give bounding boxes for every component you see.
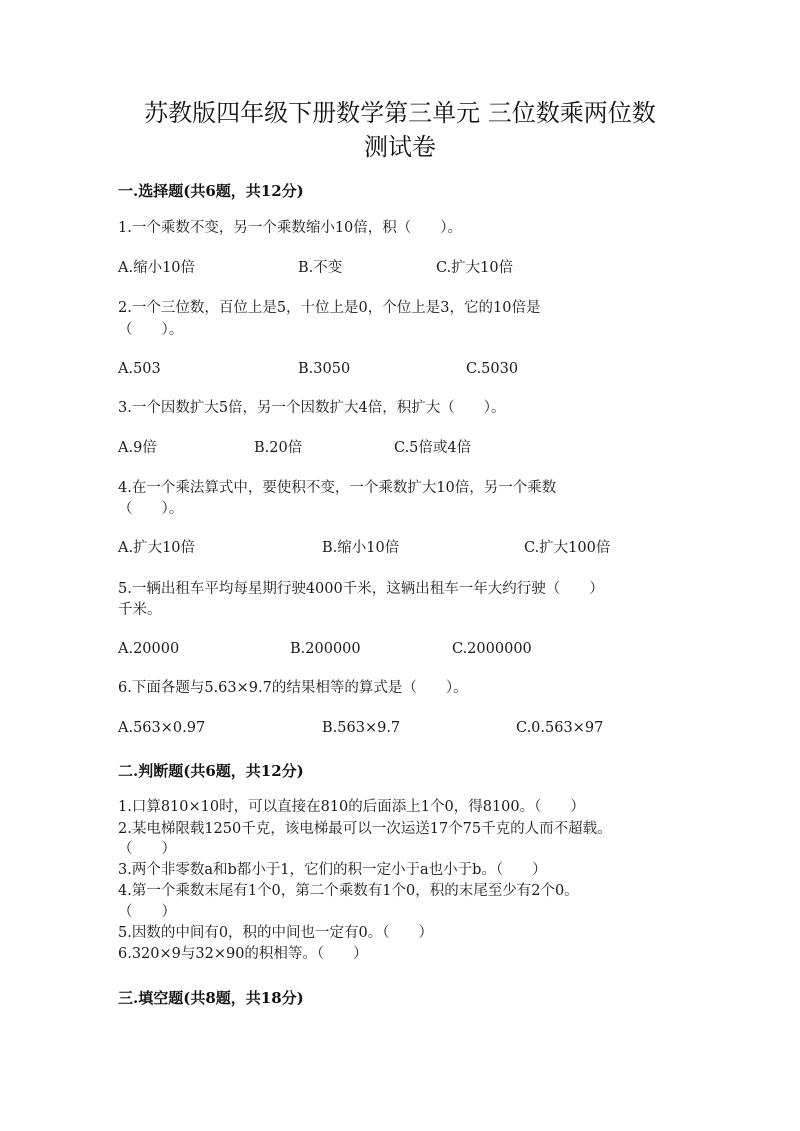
option-c: C.扩大10倍 bbox=[436, 260, 514, 276]
option-b: B.563×9.7 bbox=[322, 720, 401, 736]
judge-item-continued: （ ） bbox=[118, 904, 176, 920]
option-b: B.不变 bbox=[298, 260, 343, 276]
option-b: B.20倍 bbox=[254, 440, 303, 456]
question-stem: 3.一个因数扩大5倍，另一个因数扩大4倍，积扩大（ ）。 bbox=[118, 400, 506, 416]
exam-title-continued: 测试卷 bbox=[364, 133, 436, 161]
judge-item-continued: （ ） bbox=[118, 841, 176, 857]
judge-item: 4.第一个乘数末尾有1个0，第二个乘数有1个0，积的末尾至少有2个0。 bbox=[118, 883, 579, 899]
question-stem-continued: （ ）。 bbox=[118, 501, 184, 517]
section-heading-fill: 三.填空题(共8题，共18分) bbox=[118, 989, 304, 1007]
question-stem-continued: （ ）。 bbox=[118, 322, 184, 338]
option-a: A.扩大10倍 bbox=[118, 540, 196, 556]
judge-item: 6.320×9与32×90的积相等。（ ） bbox=[118, 946, 368, 962]
judge-item: 5.因数的中间有0，积的中间也一定有0。（ ） bbox=[118, 925, 434, 941]
option-b: B.3050 bbox=[298, 361, 351, 377]
question-stem: 1.一个乘数不变，另一个乘数缩小10倍，积（ ）。 bbox=[118, 220, 463, 236]
option-c: C.0.563×97 bbox=[516, 720, 604, 736]
option-c: C.5倍或4倍 bbox=[394, 440, 472, 456]
section-heading-choice: 一.选择题(共6题，共12分) bbox=[118, 182, 304, 200]
section-heading-judge: 二.判断题(共6题，共12分) bbox=[118, 762, 304, 780]
question-stem: 2.一个三位数，百位上是5，十位上是0，个位上是3，它的10倍是 bbox=[118, 300, 541, 316]
option-a: A.20000 bbox=[118, 641, 180, 657]
option-a: A.503 bbox=[118, 361, 161, 377]
option-a: A.9倍 bbox=[118, 440, 157, 456]
question-stem: 5.一辆出租车平均每星期行驶4000千米，这辆出租车一年大约行驶（ ） bbox=[118, 581, 604, 597]
exam-title: 苏教版四年级下册数学第三单元 三位数乘两位数 bbox=[144, 99, 656, 127]
question-stem: 4.在一个乘法算式中，要使积不变，一个乘数扩大10倍，另一个乘数 bbox=[118, 480, 557, 496]
option-b: B.缩小10倍 bbox=[322, 540, 400, 556]
judge-item: 2.某电梯限载1250千克，该电梯最可以一次运送17个75千克的人而不超载。 bbox=[118, 821, 612, 837]
option-c: C.5030 bbox=[466, 361, 519, 377]
option-c: C.2000000 bbox=[452, 641, 532, 657]
option-c: C.扩大100倍 bbox=[524, 540, 611, 556]
question-stem-continued: 千米。 bbox=[118, 602, 162, 618]
judge-item: 3.两个非零数a和b都小于1，它们的积一定小于a也小于b。（ ） bbox=[118, 862, 547, 878]
option-a: A.563×0.97 bbox=[118, 720, 206, 736]
option-a: A.缩小10倍 bbox=[118, 260, 196, 276]
judge-item: 1.口算810×10时，可以直接在810的后面添上1个0，得8100。（ ） bbox=[118, 799, 585, 815]
option-b: B.200000 bbox=[290, 641, 361, 657]
question-stem: 6.下面各题与5.63×9.7的结果相等的算式是（ ）。 bbox=[118, 680, 468, 696]
